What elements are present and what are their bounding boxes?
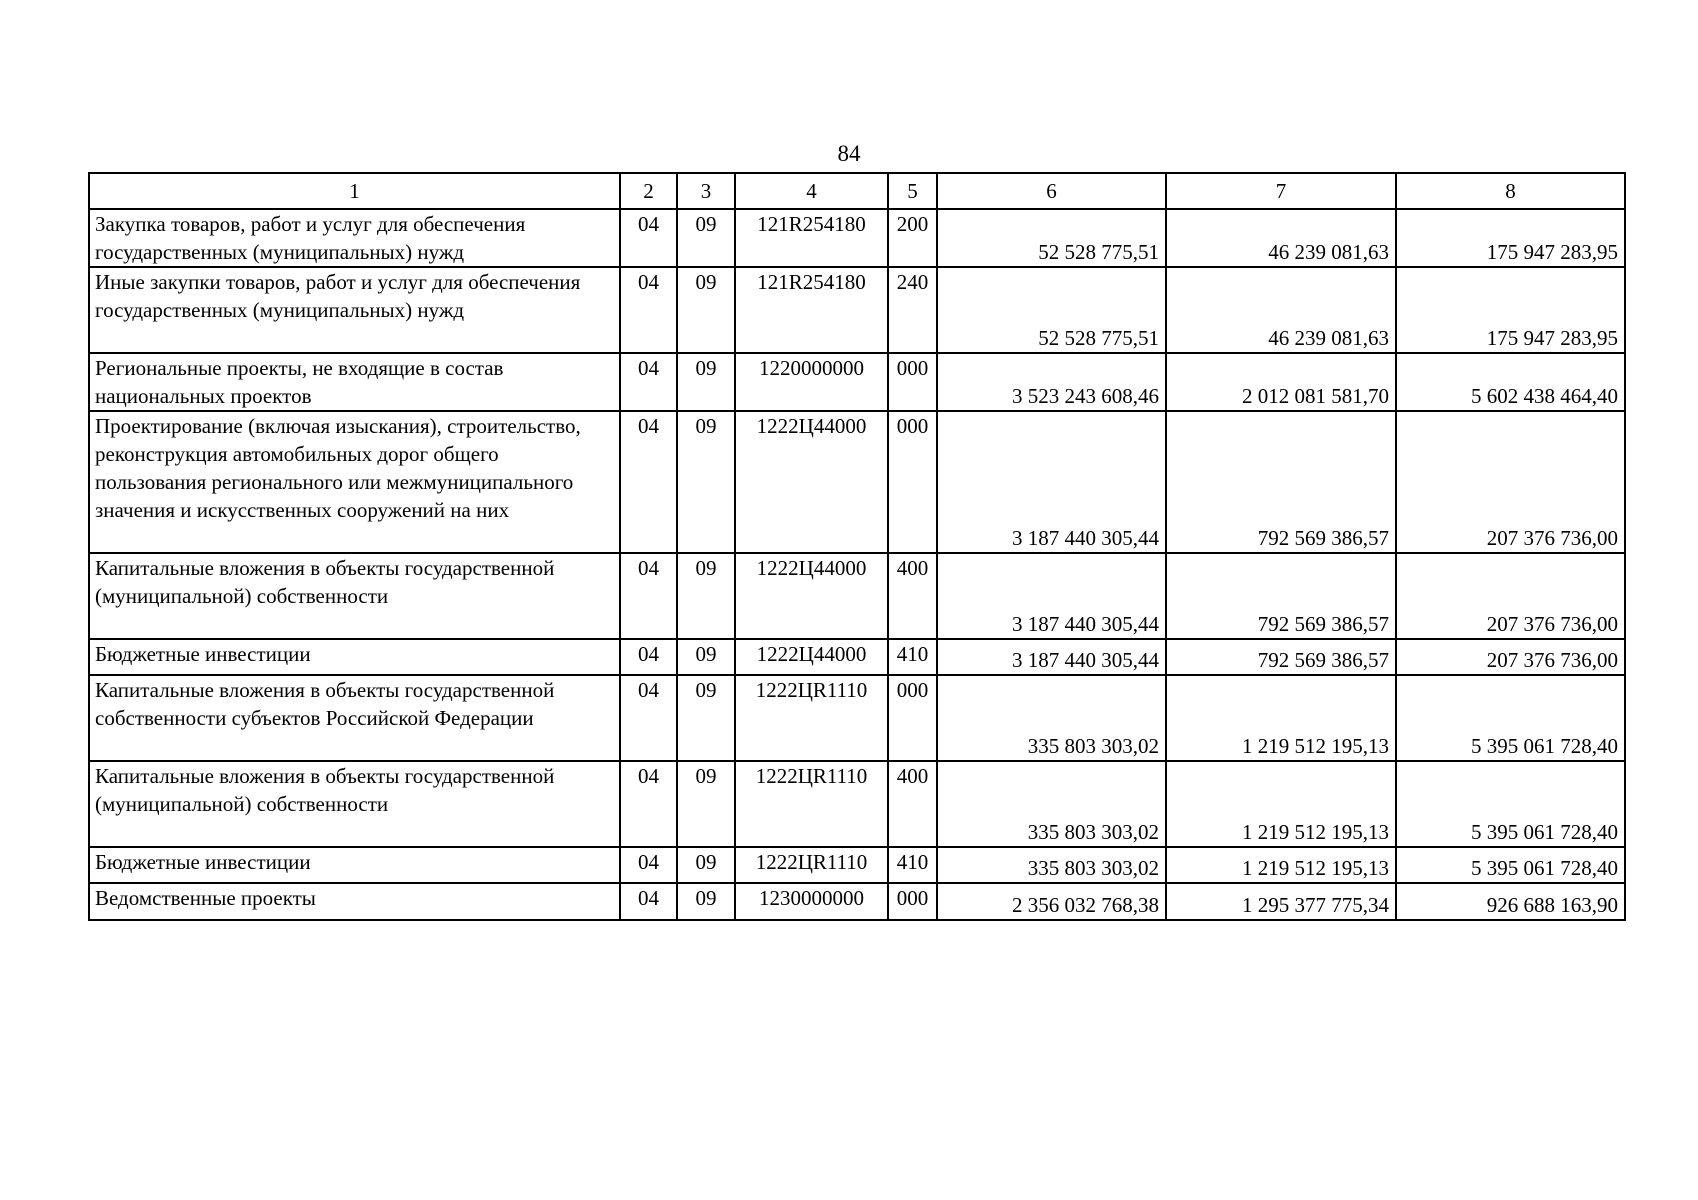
table-row (89, 553, 1625, 639)
budget-table (88, 172, 1626, 921)
section-code: 04 (620, 353, 677, 411)
amount-col-6: 2 356 032 768,38 (937, 883, 1166, 920)
section-code: 04 (620, 411, 677, 553)
page-number: 84 (837, 141, 861, 166)
amount-col-6: 335 803 303,02 (937, 761, 1166, 847)
amount-col-8: 175 947 283,95 (1396, 209, 1625, 267)
amount-col-6: 52 528 775,51 (937, 267, 1166, 353)
section-code: 04 (620, 553, 677, 639)
column-header: 1 (89, 173, 620, 209)
amount-col-8: 5 395 061 728,40 (1396, 675, 1625, 761)
amount-col-8: 5 602 438 464,40 (1396, 353, 1625, 411)
table-row (89, 847, 1625, 883)
column-header: 8 (1396, 173, 1625, 209)
subsection-code: 09 (677, 883, 735, 920)
amount-col-7: 1 295 377 775,34 (1166, 883, 1396, 920)
section-code: 04 (620, 675, 677, 761)
subsection-code: 09 (677, 267, 735, 353)
expense-type-code: 400 (888, 553, 937, 639)
target-article-code: 121R254180 (735, 209, 888, 267)
amount-col-6: 3 187 440 305,44 (937, 411, 1166, 553)
target-article-code: 1222ЦR1110 (735, 761, 888, 847)
amount-col-7: 792 569 386,57 (1166, 639, 1396, 675)
row-name: Иные закупки товаров, работ и услуг для обеспечения государственных (муниципальных) нужд (89, 267, 620, 353)
row-name: Ведомственные проекты (89, 883, 620, 920)
row-name: Капитальные вложения в объекты государственной (муниципальной) собственности (89, 553, 620, 639)
target-article-code: 1222ЦR1110 (735, 675, 888, 761)
amount-col-8: 175 947 283,95 (1396, 267, 1625, 353)
target-article-code: 1222Ц44000 (735, 639, 888, 675)
amount-col-7: 792 569 386,57 (1166, 411, 1396, 553)
table-row (89, 209, 1625, 267)
subsection-code: 09 (677, 761, 735, 847)
amount-col-7: 1 219 512 195,13 (1166, 847, 1396, 883)
target-article-code: 1222Ц44000 (735, 553, 888, 639)
amount-col-6: 335 803 303,02 (937, 675, 1166, 761)
row-name: Капитальные вложения в объекты государственной (муниципальной) собственности (89, 761, 620, 847)
section-code: 04 (620, 847, 677, 883)
amount-col-7: 2 012 081 581,70 (1166, 353, 1396, 411)
column-header: 3 (677, 173, 735, 209)
subsection-code: 09 (677, 847, 735, 883)
target-article-code: 1222Ц44000 (735, 411, 888, 553)
expense-type-code: 410 (888, 639, 937, 675)
amount-col-7: 46 239 081,63 (1166, 267, 1396, 353)
row-name: Капитальные вложения в объекты государственной собственности субъектов Российской Федерации (89, 675, 620, 761)
target-article-code: 1220000000 (735, 353, 888, 411)
amount-col-8: 5 395 061 728,40 (1396, 761, 1625, 847)
amount-col-6: 52 528 775,51 (937, 209, 1166, 267)
column-header: 7 (1166, 173, 1396, 209)
amount-col-7: 792 569 386,57 (1166, 553, 1396, 639)
target-article-code: 1230000000 (735, 883, 888, 920)
expense-type-code: 000 (888, 883, 937, 920)
amount-col-6: 335 803 303,02 (937, 847, 1166, 883)
amount-col-8: 207 376 736,00 (1396, 553, 1625, 639)
amount-col-6: 3 187 440 305,44 (937, 639, 1166, 675)
row-name: Проектирование (включая изыскания), строительство, реконструкция автомобильных дорог общего пользования регионального или межмуниципального значения и искусственных сооружений на них (89, 411, 620, 553)
subsection-code: 09 (677, 553, 735, 639)
row-name: Бюджетные инвестиции (89, 639, 620, 675)
table-header-row (89, 173, 1625, 209)
column-header: 5 (888, 173, 937, 209)
expense-type-code: 240 (888, 267, 937, 353)
column-header: 6 (937, 173, 1166, 209)
expense-type-code: 000 (888, 353, 937, 411)
subsection-code: 09 (677, 209, 735, 267)
amount-col-6: 3 187 440 305,44 (937, 553, 1166, 639)
section-code: 04 (620, 883, 677, 920)
amount-col-7: 1 219 512 195,13 (1166, 675, 1396, 761)
target-article-code: 1222ЦR1110 (735, 847, 888, 883)
expense-type-code: 410 (888, 847, 937, 883)
table-row (89, 639, 1625, 675)
subsection-code: 09 (677, 639, 735, 675)
section-code: 04 (620, 761, 677, 847)
section-code: 04 (620, 209, 677, 267)
subsection-code: 09 (677, 411, 735, 553)
column-header: 4 (735, 173, 888, 209)
expense-type-code: 000 (888, 411, 937, 553)
amount-col-8: 926 688 163,90 (1396, 883, 1625, 920)
expense-type-code: 000 (888, 675, 937, 761)
amount-col-6: 3 523 243 608,46 (937, 353, 1166, 411)
section-code: 04 (620, 639, 677, 675)
table-row (89, 883, 1625, 920)
amount-col-8: 207 376 736,00 (1396, 411, 1625, 553)
subsection-code: 09 (677, 675, 735, 761)
section-code: 04 (620, 267, 677, 353)
target-article-code: 121R254180 (735, 267, 888, 353)
amount-col-7: 46 239 081,63 (1166, 209, 1396, 267)
table-row (89, 267, 1625, 353)
amount-col-7: 1 219 512 195,13 (1166, 761, 1396, 847)
expense-type-code: 400 (888, 761, 937, 847)
expense-type-code: 200 (888, 209, 937, 267)
table-row (89, 353, 1625, 411)
table-row (89, 411, 1625, 553)
amount-col-8: 5 395 061 728,40 (1396, 847, 1625, 883)
row-name: Закупка товаров, работ и услуг для обеспечения государственных (муниципальных) нужд (89, 209, 620, 267)
table-row (89, 761, 1625, 847)
row-name: Бюджетные инвестиции (89, 847, 620, 883)
column-header: 2 (620, 173, 677, 209)
row-name: Региональные проекты, не входящие в состав национальных проектов (89, 353, 620, 411)
amount-col-8: 207 376 736,00 (1396, 639, 1625, 675)
subsection-code: 09 (677, 353, 735, 411)
table-row (89, 675, 1625, 761)
